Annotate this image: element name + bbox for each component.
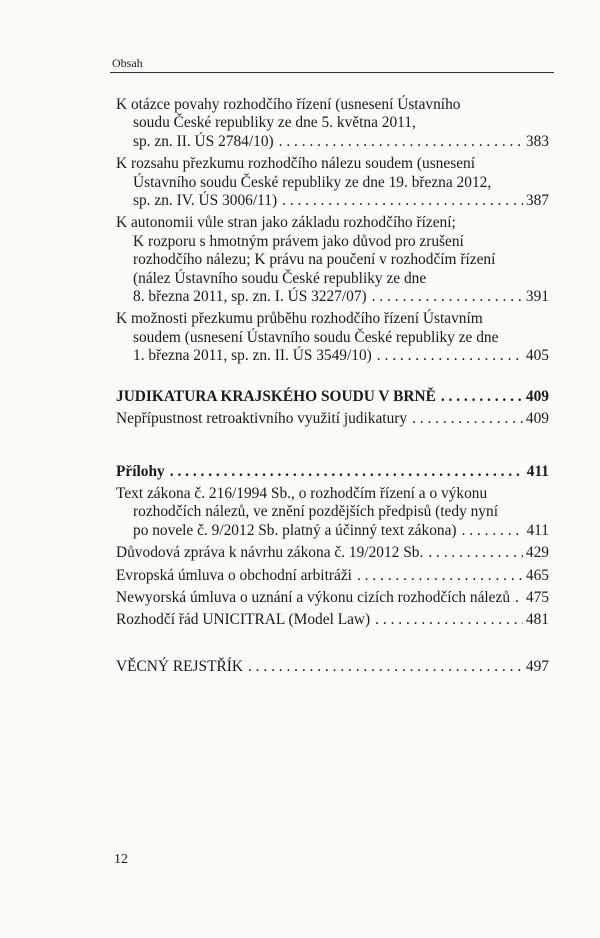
toc-page-number: 383	[525, 132, 549, 150]
leader-dots	[428, 544, 523, 562]
toc-entry-line	[116, 544, 549, 562]
toc-entry-line	[116, 270, 549, 288]
toc-entry-text: Rozhodčí řád UNICITRAL (Model Law)	[116, 611, 371, 629]
toc-entry-line	[116, 233, 549, 251]
toc-entry-european-convention	[116, 567, 549, 585]
toc-entry-text: K rozsahu přezkumu rozhodčího nálezu soudem (usnesení	[116, 155, 476, 173]
toc-entry-line	[116, 155, 549, 173]
leader-dots	[282, 192, 523, 210]
toc-entry-text: Důvodová zpráva k návrhu zákona č. 19/2012 Sb.	[116, 544, 424, 562]
toc-entry-act-text	[116, 485, 549, 540]
toc-entry-text: Evropská úmluva o obchodní arbitráži	[116, 566, 352, 584]
toc-entry-line	[116, 463, 549, 481]
toc-entry-arbitration-nature	[116, 96, 549, 151]
toc-entry-text: (nález Ústavního soudu České republiky ze dne	[133, 269, 427, 287]
toc-page-number: 409	[525, 387, 549, 405]
toc-page-number: 481	[525, 611, 549, 629]
toc-entry-line	[116, 214, 549, 232]
toc-section-title: JUDIKATURA KRAJSKÉHO SOUDU V BRNĚ	[116, 387, 436, 405]
toc-entry-procedure-review	[116, 310, 549, 365]
leader-dots	[462, 522, 524, 540]
toc-entry-line	[116, 133, 549, 151]
toc-entry-line	[116, 288, 549, 306]
toc-entry-line	[116, 410, 549, 428]
leader-dots	[372, 288, 523, 306]
toc-page-number: 411	[526, 462, 549, 480]
toc-entry-text: soudu České republiky ze dne 5. května 2011,	[133, 114, 416, 132]
toc-page-number: 405	[525, 347, 549, 365]
leader-dots	[170, 463, 524, 481]
toc-page-number: 475	[525, 588, 549, 606]
toc-entry-line	[116, 114, 549, 132]
header-rule	[110, 72, 554, 73]
toc-page-number: 387	[525, 192, 549, 210]
toc-entry-line	[116, 174, 549, 192]
toc-entry-line	[116, 503, 549, 521]
toc-entry-text: K otázce povahy rozhodčího řízení (usnesení Ústavního	[116, 96, 461, 113]
toc-entry-retroactivity	[116, 410, 549, 428]
toc-section-title: VĚCNÝ REJSTŘÍK	[116, 657, 243, 675]
leader-dots	[441, 388, 523, 406]
leader-dots	[515, 589, 523, 607]
toc-page-number: 429	[525, 544, 549, 562]
toc-entry-text: K rozporu s hmotným právem jako důvod pro zrušení	[133, 232, 464, 250]
toc-entry-line	[116, 485, 549, 503]
toc-section-regional-court	[116, 388, 549, 406]
toc-entry-text: soudem (usnesení Ústavního soudu České republiky ze dne	[133, 328, 499, 346]
toc-entry-text: 1. března 2011, sp. zn. II. ÚS 3549/10)	[133, 347, 372, 365]
toc-entry-line	[116, 251, 549, 269]
toc-page-number: 409	[525, 410, 549, 428]
toc-section-title: Přílohy	[116, 462, 165, 480]
toc-entry-text: rozhodčích nálezů, ve znění pozdějších předpisů (tedy nyní	[133, 503, 498, 521]
toc-entry-text: Newyorská úmluva o uznání a výkonu cizích rozhodčích nálezů	[116, 588, 511, 606]
toc-page-number: 465	[525, 566, 549, 584]
toc-entry-text: K možnosti přezkumu průběhu rozhodčího řízení Ústavním	[116, 310, 483, 328]
toc-page-number: 411	[526, 521, 549, 539]
page-number: 12	[114, 852, 128, 867]
leader-dots	[248, 658, 523, 676]
toc-entry-line	[116, 567, 549, 585]
toc-entry-text: sp. zn. IV. ÚS 3006/11)	[133, 192, 278, 210]
toc-entry-new-york-convention	[116, 589, 549, 607]
toc-entry-line	[116, 522, 549, 540]
toc-entry-text: sp. zn. II. ÚS 2784/10)	[133, 132, 274, 150]
toc-entry-text: 8. března 2011, sp. zn. I. ÚS 3227/07)	[133, 288, 367, 306]
toc-entry-text: K autonomii vůle stran jako základu rozhodčího řízení;	[116, 214, 456, 232]
toc-section-appendices	[116, 463, 549, 481]
toc-entry-review-scope	[116, 155, 549, 210]
toc-entry-line	[116, 388, 549, 406]
toc-entry-text: rozhodčího nálezu; K právu na poučení v rozhodčím řízení	[133, 251, 496, 269]
toc-entry-line	[116, 310, 549, 328]
toc-page-number: 497	[525, 657, 549, 675]
toc-entry-text: Nepřípustnost retroaktivního využití judikatury	[116, 410, 408, 428]
toc-entry-text: po novele č. 9/2012 Sb. platný a účinný text zákona)	[133, 521, 457, 539]
toc-entry-line	[116, 611, 549, 629]
leader-dots	[279, 133, 523, 151]
leader-dots	[375, 611, 523, 629]
toc-entry-text: Text zákona č. 216/1994 Sb., o rozhodčím řízení a o výkonu	[116, 484, 488, 502]
leader-dots	[412, 410, 523, 428]
toc-entry-text: Ústavního soudu České republiky ze dne 19. března 2012,	[133, 173, 492, 191]
toc-entry-line	[116, 658, 549, 676]
toc-entry-line	[116, 329, 549, 347]
toc-entry-line	[116, 589, 549, 607]
toc-page-number: 391	[525, 288, 549, 306]
toc-entry-line	[116, 192, 549, 210]
leader-dots	[377, 347, 523, 365]
toc-entry-line	[116, 347, 549, 365]
leader-dots	[357, 567, 523, 585]
running-head: Obsah	[112, 56, 143, 70]
toc-entry-uncitral-rules	[116, 611, 549, 629]
toc-entry-line	[116, 96, 549, 114]
toc-entry-explanatory-report	[116, 544, 549, 562]
toc-section-subject-index	[116, 658, 549, 676]
toc-entry-party-autonomy	[116, 214, 549, 306]
table-of-contents	[116, 96, 549, 676]
